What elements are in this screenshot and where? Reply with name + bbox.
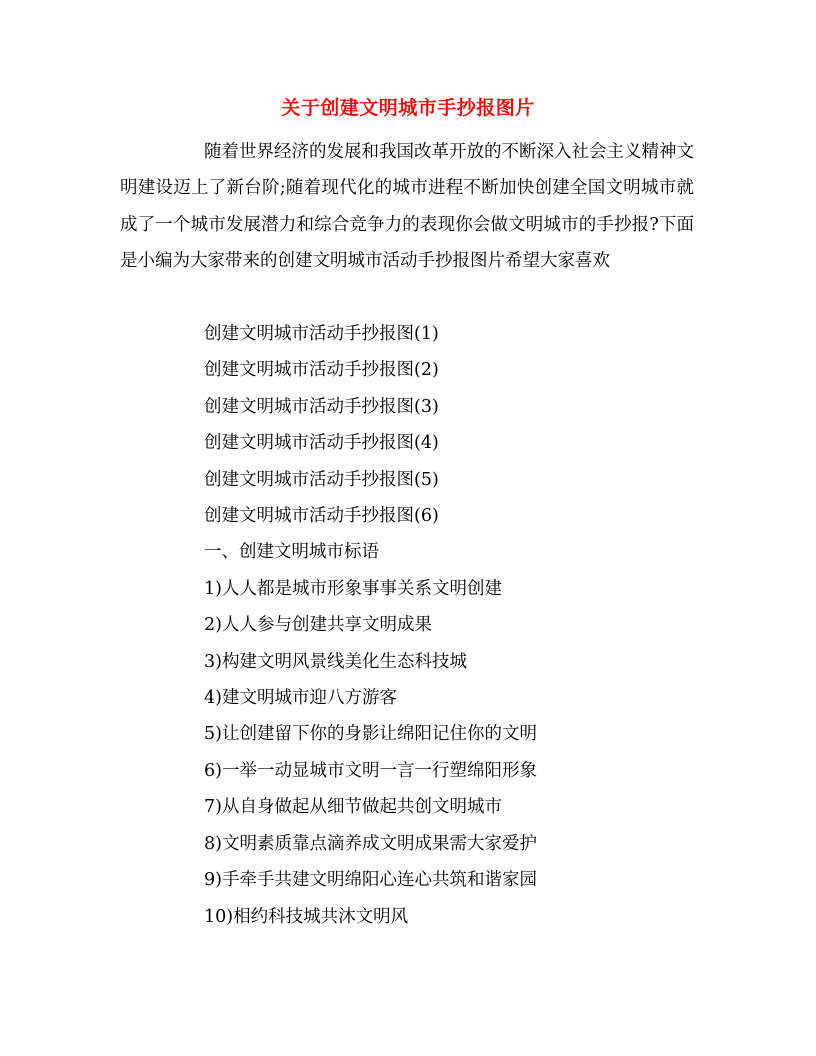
list-item: 7)从自身做起从细节做起共创文明城市 [204, 797, 502, 818]
list-item: 10)相约科技城共沐文明风 [204, 906, 409, 927]
list-item: 创建文明城市活动手抄报图(5) [204, 469, 439, 490]
list-item: 创建文明城市活动手抄报图(6) [204, 506, 439, 527]
list-item: 创建文明城市活动手抄报图(2) [204, 360, 439, 381]
list-item: 6)一举一动显城市文明一言一行塑绵阳形象 [204, 760, 537, 781]
list-item: 9)手牵手共建文明绵阳心连心共筑和谐家园 [204, 870, 537, 891]
section-heading: 一、创建文明城市标语 [204, 542, 379, 563]
list-item: 8)文明素质靠点滴养成文明成果需大家爱护 [204, 833, 537, 854]
list-item: 3)构建文明风景线美化生态科技城 [204, 651, 467, 672]
list-item: 创建文明城市活动手抄报图(3) [204, 396, 439, 417]
list-item: 创建文明城市活动手抄报图(4) [204, 433, 439, 454]
list-item: 5)让创建留下你的身影让绵阳记住你的文明 [204, 724, 537, 745]
intro-paragraph: 随着世界经济的发展和我国改革开放的不断深入社会主义精神文明建设迈上了新台阶;随着现代化的城市进程不断加快创建全国文明城市就成了一个城市发展潜力和综合竞争力的表现你会做文明城市的手抄报?下面是小编为大家带来的创建文明城市活动手抄报图片希望大家喜欢 [120, 142, 694, 272]
list-item: 4)建文明城市迎八方游客 [204, 688, 397, 709]
document-title: 关于创建文明城市手抄报图片 [281, 97, 535, 119]
list-item: 创建文明城市活动手抄报图(1) [204, 324, 439, 344]
content-lines [204, 316, 704, 935]
list-item: 2)人人参与创建共享文明成果 [204, 615, 432, 636]
list-item: 1)人人都是城市形象事事关系文明创建 [204, 578, 502, 599]
